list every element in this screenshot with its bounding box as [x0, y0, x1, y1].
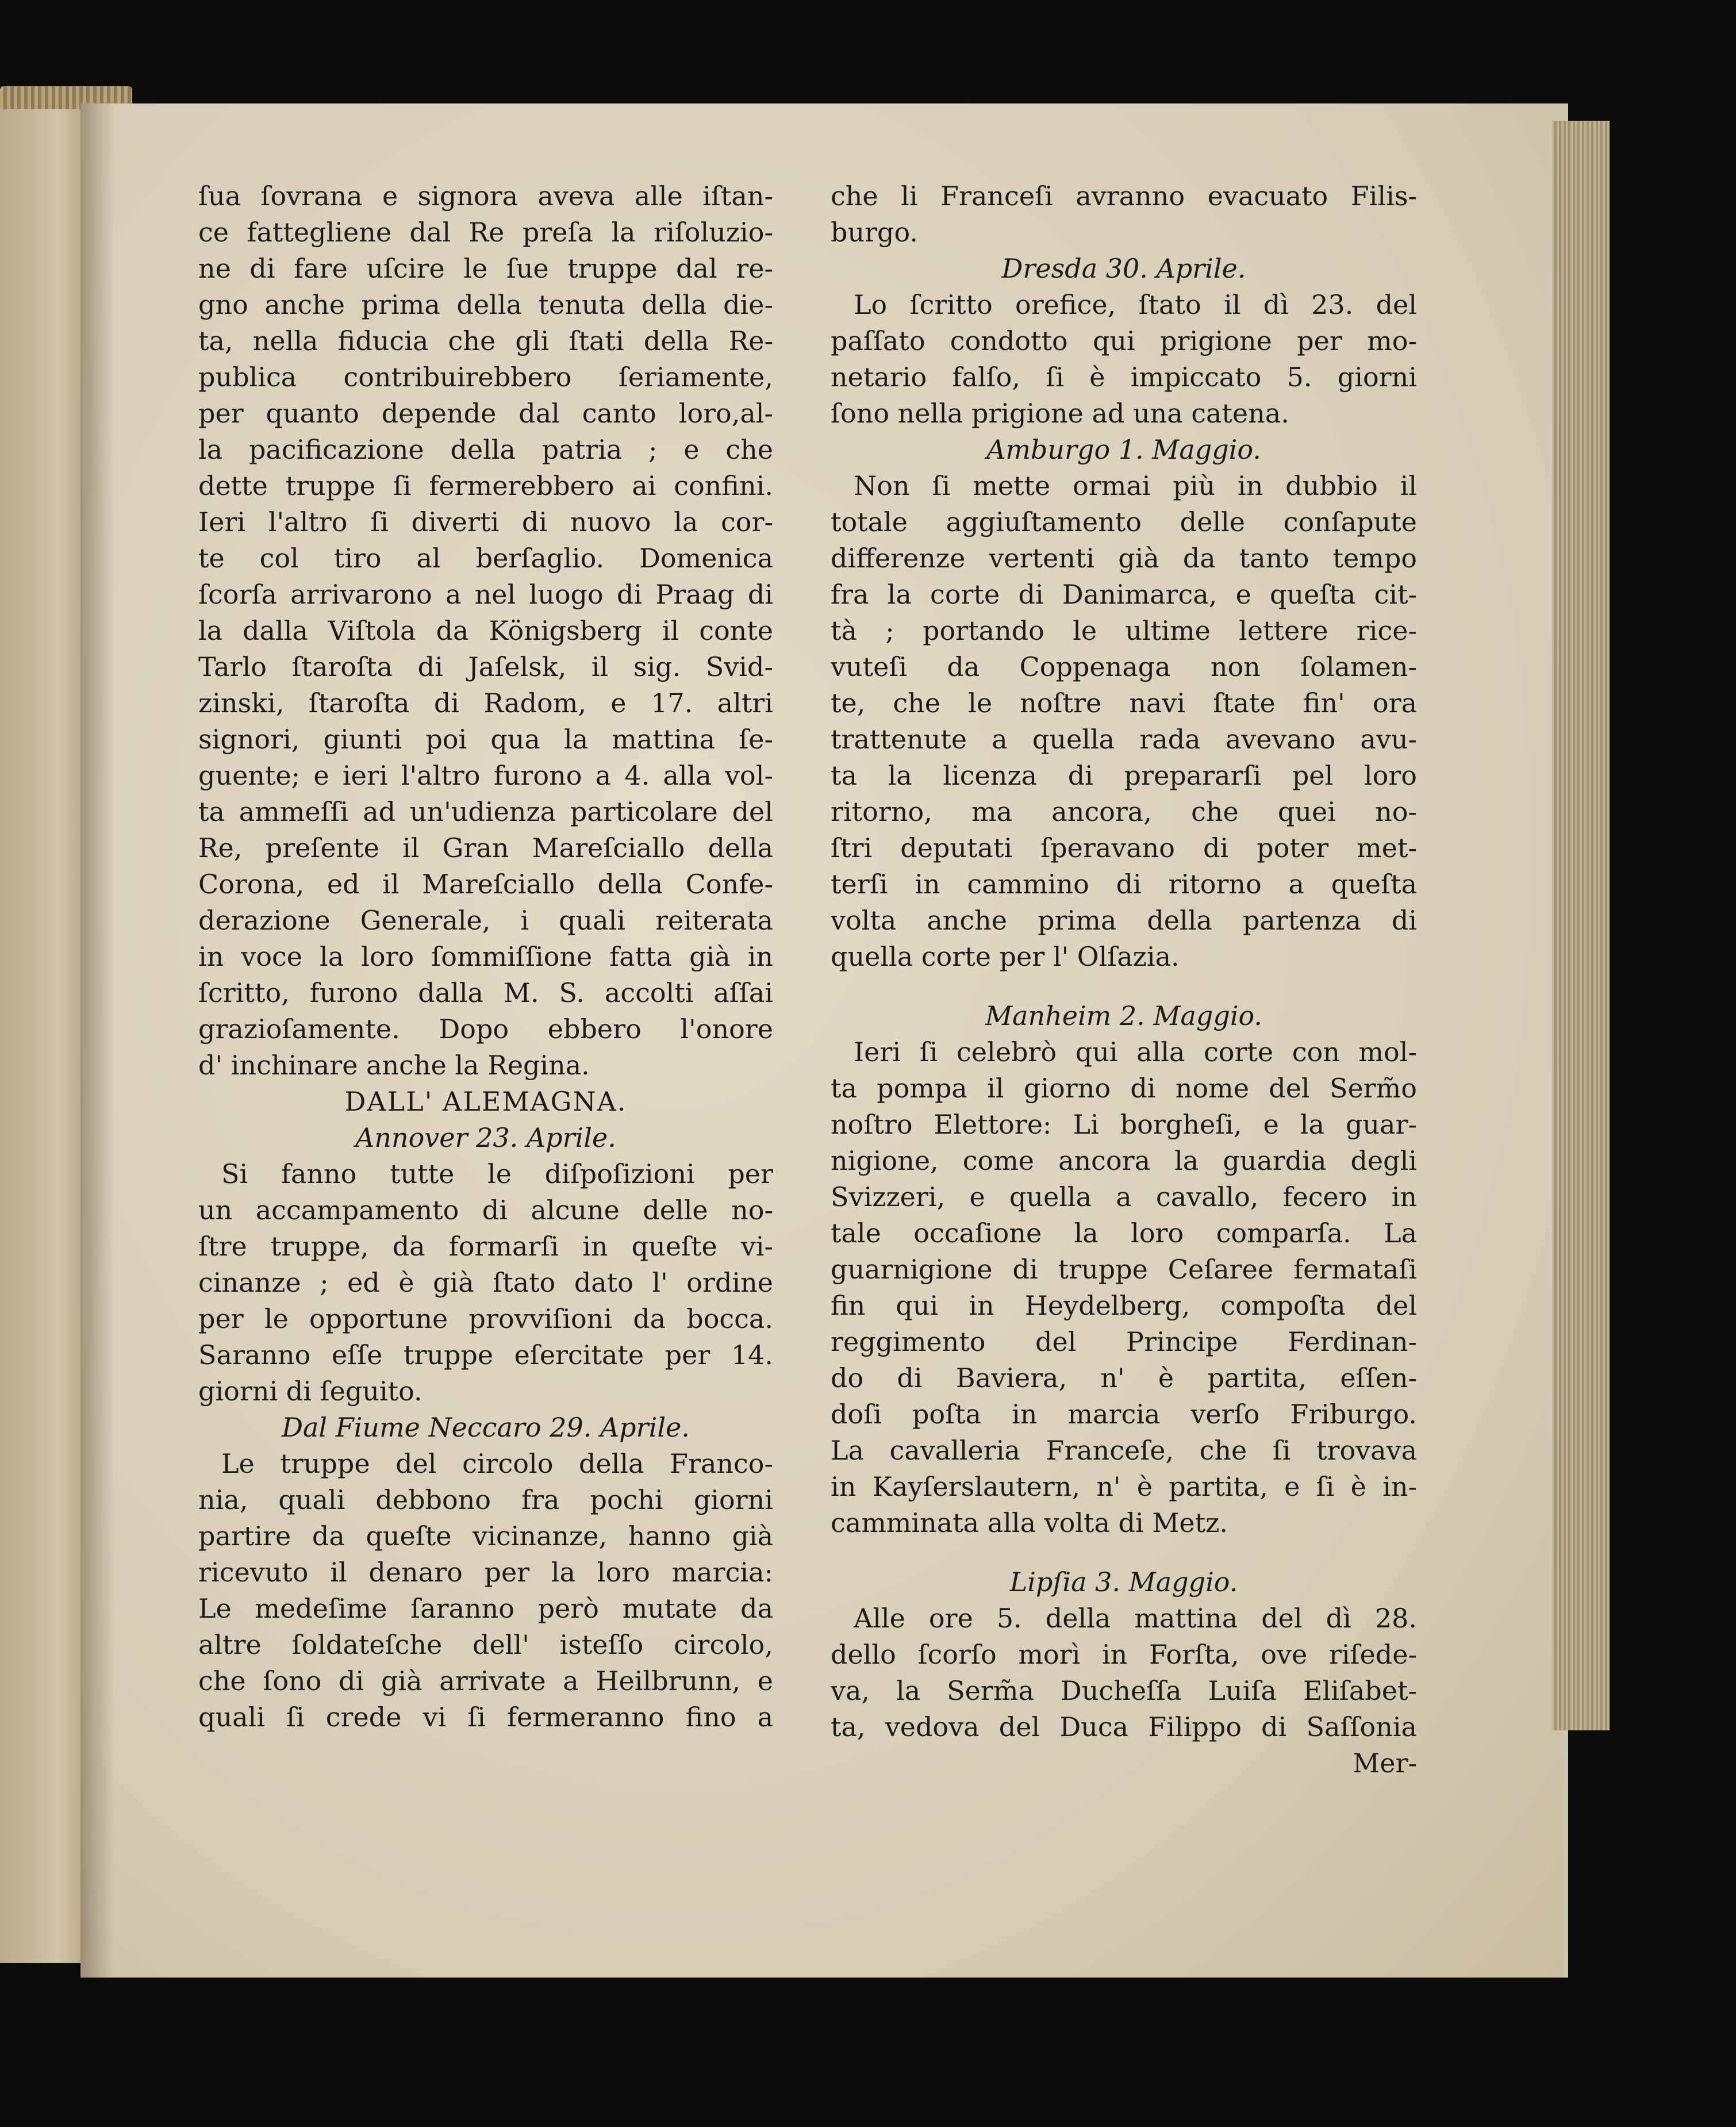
text-line: ta la licenza di prepararſi pel loro	[831, 760, 1417, 791]
text-line: guarnigione di truppe Ceſaree fermataſi	[831, 1254, 1417, 1285]
text-line: grazioſamente. Dopo ebbero l'onore	[198, 1013, 773, 1045]
dateline-heading: Dresda 30. Aprile.	[1001, 253, 1246, 284]
text-line: volta anche prima della partenza di	[831, 905, 1417, 936]
text-line: Si fanno tutte le diſpoſizioni per	[221, 1158, 773, 1189]
dateline-heading: Amburgo 1. Maggio.	[986, 434, 1261, 465]
dateline-heading: Lipſia 3. Maggio.	[1009, 1567, 1238, 1598]
text-line: burgo.	[831, 217, 919, 248]
text-line: fra la corte di Danimarca, e queſta cit-	[831, 579, 1417, 610]
dateline-heading: Dal Fiume Neccaro 29. Aprile.	[282, 1412, 690, 1443]
text-line: Corona, ed il Mareſciallo della Confe-	[198, 869, 773, 900]
text-line: Lo ſcritto orefice, ſtato il dì 23. del	[854, 289, 1417, 320]
text-line: Le medeſime ſaranno però mutate da	[198, 1593, 773, 1624]
text-line: nia, quali debbono fra pochi giorni	[198, 1484, 773, 1515]
text-line: la pacificazione della patria ; e che	[198, 434, 773, 465]
text-line: va, la Serm̃a Ducheſſa Luiſa Eliſabet-	[831, 1675, 1417, 1706]
section-title: DALL' ALEMAGNA.	[344, 1086, 627, 1117]
text-line: ta ammeſſi ad un'udienza particolare del	[198, 796, 773, 827]
text-line: ritorno, ma ancora, che quei no-	[831, 796, 1417, 827]
text-line: gno anche prima della tenuta della die-	[198, 289, 773, 320]
text-line: derazione Generale, i quali reiterata	[198, 905, 773, 936]
right-text-column	[831, 178, 1417, 1782]
text-line: zinski, ſtaroſta di Radom, e 17. altri	[198, 688, 773, 719]
text-line: ne di fare uſcire le ſue truppe dal re-	[198, 253, 773, 284]
text-line: Ieri l'altro ſi diverti di nuovo la cor-	[198, 506, 773, 537]
text-line: Saranno eſſe truppe eſercitate per 14.	[198, 1339, 773, 1370]
text-line: Non ſi mette ormai più in dubbio il	[854, 470, 1417, 501]
paragraph-gap	[831, 975, 1417, 998]
dateline-heading: Manheim 2. Maggio.	[985, 1000, 1263, 1031]
text-line: per quanto depende dal canto loro,al-	[198, 398, 773, 429]
text-line: vuteſi da Coppenaga non ſolamen-	[831, 651, 1417, 682]
text-line: reggimento del Principe Ferdinan-	[831, 1326, 1417, 1357]
catchword: Mer-	[1353, 1748, 1417, 1779]
text-line: differenze vertenti già da tanto tempo	[831, 543, 1417, 574]
text-line: totale aggiuſtamento delle conſapute	[831, 506, 1417, 537]
text-line: noſtro Elettore: Li borgheſi, e la guar-	[831, 1109, 1417, 1140]
text-line: che ſono di già arrivate a Heilbrunn, e	[198, 1665, 773, 1696]
text-line: ſtri deputati ſperavano di poter met-	[831, 832, 1417, 863]
text-line: ſcorſa arrivarono a nel luogo di Praag di	[198, 579, 773, 610]
text-line: ricevuto il denaro per la loro marcia:	[198, 1557, 773, 1588]
dateline-heading: Annover 23. Aprile.	[355, 1122, 616, 1153]
text-line: ſcritto, furono dalla M. S. accolti aſſai	[198, 977, 773, 1008]
text-line: Ieri ſi celebrò qui alla corte con mol-	[854, 1036, 1417, 1068]
text-line: trattenute a quella rada avevano avu-	[831, 724, 1417, 755]
text-line: ſono nella prigione ad una catena.	[831, 398, 1289, 429]
text-line: un accampamento di alcune delle no-	[198, 1195, 773, 1226]
text-line: guente; e ieri l'altro furono a 4. alla vol-	[198, 760, 773, 791]
text-line: giorni di ſeguito.	[198, 1376, 423, 1407]
text-line: la dalla Viſtola da Königsberg il conte	[198, 615, 773, 646]
text-line: dette truppe ſi fermerebbero ai confini.	[198, 470, 773, 501]
text-line: Svizzeri, e quella a cavallo, fecero in	[831, 1181, 1417, 1212]
text-line: quella corte per l' Olſazia.	[831, 941, 1180, 972]
text-line: netario falſo, ſi è impiccato 5. giorni	[831, 362, 1417, 393]
text-line: partire da queſte vicinanze, hanno già	[198, 1521, 773, 1552]
text-line: Re, preſente il Gran Mareſciallo della	[198, 832, 773, 863]
page-stack-edge	[1552, 121, 1610, 1730]
text-line: in voce la loro ſommiſſione fatta già in	[198, 941, 773, 972]
text-line: altre ſoldateſche dell' isteſſo circolo,	[198, 1629, 773, 1660]
paragraph-gap	[831, 1541, 1417, 1564]
text-line: ſua ſovrana e signora aveva alle iſtan-	[198, 181, 773, 212]
text-line: paſſato condotto qui prigione per mo-	[831, 325, 1417, 356]
text-line: per le opportune provviſioni da bocca.	[198, 1303, 773, 1334]
text-line: Tarlo ſtaroſta di Jaſelsk, il sig. Svid-	[198, 651, 773, 682]
text-line: ta pompa il giorno di nome del Serm̃o	[831, 1073, 1417, 1104]
text-line: te col tiro al berſaglio. Domenica	[198, 543, 773, 574]
text-line: ce fattegliene dal Re preſa la riſoluzio-	[198, 217, 773, 248]
text-line: cinanze ; ed è già ſtato dato l' ordine	[198, 1267, 773, 1298]
text-line: doſi poſta in marcia verſo Friburgo.	[831, 1399, 1417, 1430]
text-line: nigione, come ancora la guardia degli	[831, 1145, 1417, 1176]
gutter-shadow	[80, 103, 115, 1978]
text-line: La cavalleria Franceſe, che ſi trovava	[831, 1435, 1417, 1466]
text-line: terſi in cammino di ritorno a queſta	[831, 869, 1417, 900]
text-line: te, che le noſtre navi ſtate fin' ora	[831, 688, 1417, 719]
text-line: ta, nella fiducia che gli ſtati della Re-	[198, 325, 773, 356]
text-line: camminata alla volta di Metz.	[831, 1507, 1228, 1538]
text-line: dello ſcorſo morì in Forſta, ove riſede-	[831, 1639, 1417, 1670]
text-line: che li Franceſi avranno evacuato Filis-	[831, 181, 1417, 212]
text-line: signori, giunti poi qua la mattina ſe-	[198, 724, 773, 755]
text-line: publica contribuirebbero ſeriamente,	[198, 362, 773, 393]
text-line: tale occaſione la loro comparſa. La	[831, 1218, 1417, 1249]
text-line: tà ; portando le ultime lettere rice-	[831, 615, 1417, 646]
text-line: quali ſi crede vi ſi fermeranno fino a	[198, 1702, 773, 1733]
text-line: fin qui in Heydelberg, compoſta del	[831, 1290, 1417, 1321]
text-line: d' inchinare anche la Regina.	[198, 1050, 590, 1081]
text-line: ta, vedova del Duca Filippo di Saſſonia	[831, 1711, 1417, 1742]
text-line: ſtre truppe, da formarſi in queſte vi-	[198, 1231, 773, 1262]
text-line: do di Baviera, n' è partita, eſſen-	[831, 1362, 1417, 1393]
left-text-column	[198, 178, 773, 1736]
text-line: Alle ore 5. della mattina del dì 28.	[854, 1603, 1417, 1634]
text-line: Le truppe del circolo della Franco-	[221, 1448, 773, 1479]
text-line: in Kayſerslautern, n' è partita, e ſi è in-	[831, 1471, 1417, 1502]
